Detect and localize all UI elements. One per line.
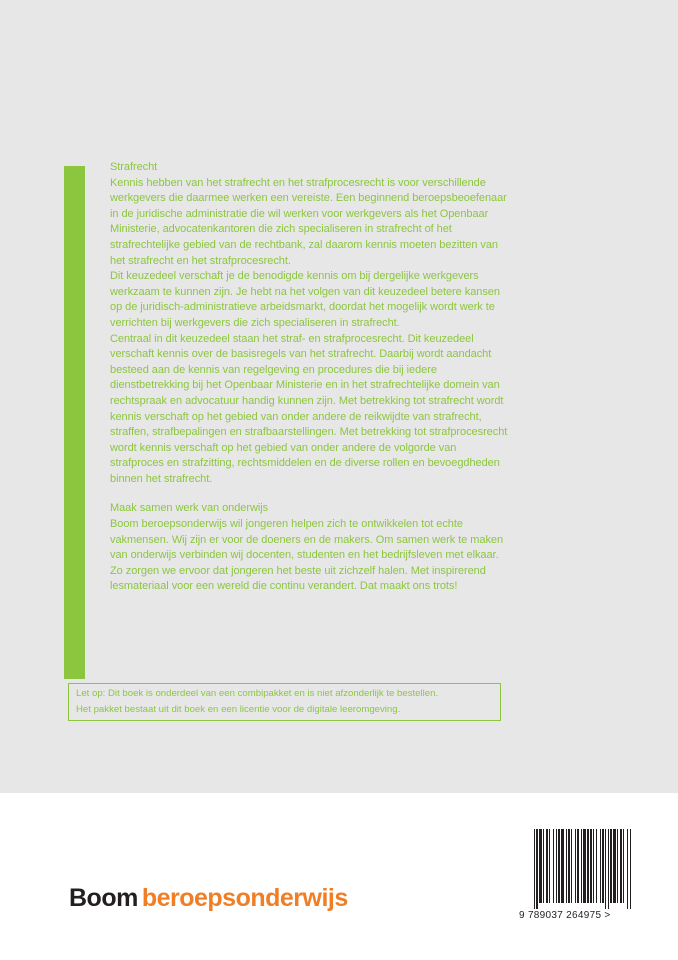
paragraph: Centraal in dit keuzedeel staan het straf- en strafprocesrecht. Dit keuzedeel verschaft kennis over de basisregels van het strafrecht. Daarbij wordt aandacht besteed aan de kennis van regelgeving en procedures die bij iedere dienstbetrekking bij het Openbaar Ministerie en in het strafrechtelijke domein van rechtspraak en advocatuur handig kunnen zijn. Met betrekking tot strafrecht wordt kennis verschaft op het gebied van onder andere de reikwijdte van strafrecht, straffen, strafbepalingen en strafbaarstellingen. Met betrekking tot strafprocesrecht wordt kennis verschaft op het gebied van onder andere de volgorde van strafproces en strafzitting, rechtsmiddelen en de diverse rollen en bevoegdheden binnen het strafrecht. xyxy=(110,332,508,485)
barcode-bar xyxy=(610,829,612,903)
barcode-bar xyxy=(602,829,604,903)
barcode-bar xyxy=(590,829,592,903)
barcode-bar xyxy=(627,829,628,909)
logo-word-beroepsonderwijs: beroepsonderwijs xyxy=(141,884,348,912)
barcode-bar xyxy=(553,829,554,903)
barcode-bar xyxy=(566,829,567,903)
section-heading-strafrecht: Strafrecht xyxy=(110,161,158,173)
barcode-bar xyxy=(549,829,550,903)
barcode-bar xyxy=(534,829,535,909)
barcode-bar xyxy=(617,829,618,903)
barcode-bar xyxy=(593,829,594,903)
section-heading-onderwijs: Maak samen werk van onderwijs xyxy=(110,502,269,515)
barcode-bar xyxy=(608,829,609,909)
barcode-bar xyxy=(623,829,624,903)
barcode-icon xyxy=(534,829,632,909)
barcode-bar xyxy=(583,829,586,903)
barcode-bar xyxy=(613,829,616,903)
notice-line: Let op: Dit boek is onderdeel van een combipakket en is niet afzonderlijk te bestellen. xyxy=(76,688,439,699)
spacer xyxy=(110,487,512,501)
barcode-bar xyxy=(539,829,542,903)
barcode-bar xyxy=(561,829,564,903)
paragraph: Kennis hebben van het strafrecht en het strafprocesrecht is voor verschillende werkgevers die daarmee werken een vereiste. Een beginnend beroepsbeoefenaar in de juridische administratie die wil werken voor werkgevers als het Openbaar Ministerie, advocatenkantoren die zich specialiseren in strafrecht of het strafrechtelijke gebied van de rechtbank, zal daarom kennis moeten bezitten van het strafrecht en het strafprocesrecht. xyxy=(110,176,507,267)
barcode-bar xyxy=(543,829,544,903)
barcode-bar xyxy=(558,829,560,903)
isbn-number: 9 789037 264975 > xyxy=(519,910,611,921)
notice-line: Het pakket bestaat uit dit boek en een licentie voor de digitale leeromgeving. xyxy=(76,703,401,715)
barcode-bar xyxy=(600,829,601,903)
barcode-bar xyxy=(575,829,576,903)
blurb-text xyxy=(110,160,512,595)
publisher-logo xyxy=(69,884,348,913)
logo-word-boom: Boom xyxy=(69,884,138,912)
paragraph: Dit keuzedeel verschaft je de benodigde kennis om bij dergelijke werkgevers werkzaam te kunnen zijn. Je hebt na het volgen van dit keuzedeel betere kansen op de juridisch-administratieve arbeidsmarkt, doordat het mogelijk wordt werk te verrichten bij werkgevers die zich specialiseren in strafrecht. xyxy=(110,270,500,329)
paragraph: Boom beroepsonderwijs wil jongeren helpen zich te ontwikkelen tot echte vakmensen. Wij zijn er voor de doeners en de makers. Om samen werk te maken van onderwijs verbinden wij docenten, studenten en het bedrijfsleven met elkaar. Zo zorgen we ervoor dat jongeren het beste uit zichzelf halen. Met inspirerend lesmateriaal voor een wereld die continu verandert. Dat maakt ons trots! xyxy=(110,518,504,593)
barcode-bar xyxy=(568,829,570,903)
barcode-bar xyxy=(605,829,606,909)
notice-box xyxy=(68,683,501,721)
barcode-bar xyxy=(556,829,557,903)
barcode-bar xyxy=(536,829,538,909)
barcode-bar xyxy=(577,829,579,903)
barcode-bar xyxy=(571,829,572,903)
accent-bar xyxy=(64,166,85,679)
barcode-bar xyxy=(596,829,597,903)
barcode-bar xyxy=(587,829,589,903)
barcode-bar xyxy=(546,829,548,903)
barcode-bar xyxy=(630,829,631,909)
barcode-bar xyxy=(581,829,582,903)
barcode-bar xyxy=(620,829,622,903)
